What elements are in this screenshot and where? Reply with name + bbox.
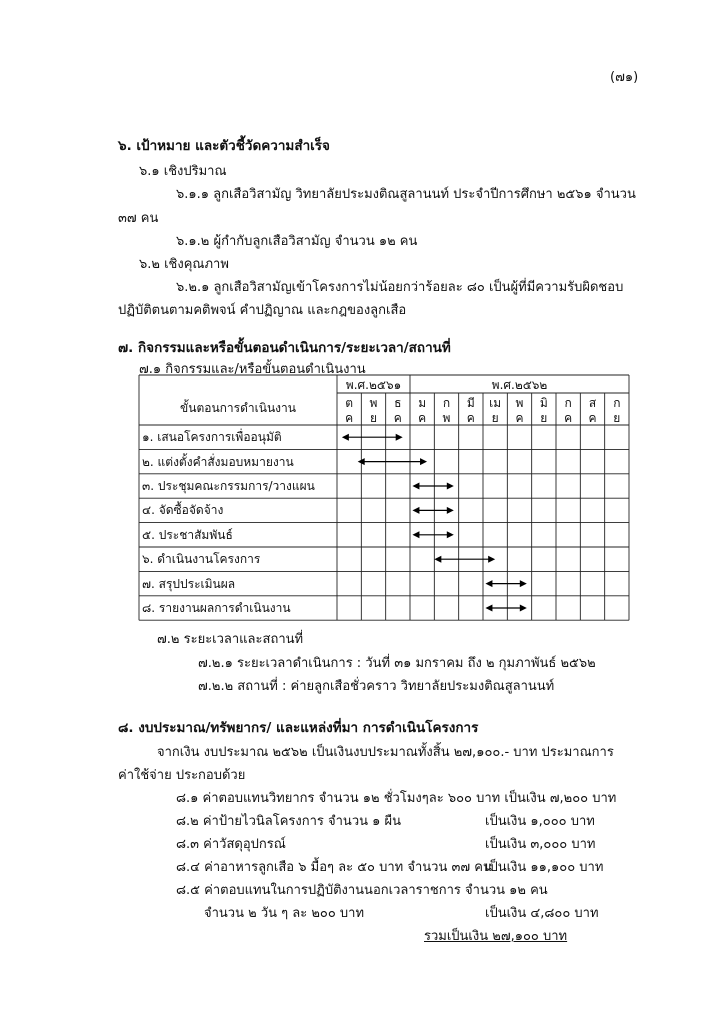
section-6-1: ๖.๑ เชิงปริมาณ: [139, 164, 227, 179]
budget-item-8-2: ๘.๒ ค่าป้ายไวนิลโครงการ จำนวน ๑ ผืน: [176, 814, 402, 829]
month-header-top: ธ: [394, 396, 402, 410]
section-8-intro-line2: ค่าใช้จ่าย ประกอบด้วย: [118, 768, 246, 783]
month-header-top: ก: [442, 396, 451, 410]
section-6-1-1-line1: ๖.๑.๑ ลูกเสือวิสามัญ วิทยาลัยประมงติณสูลานนท์ ประจำปีการศึกษา ๒๕๖๑ จำนวน: [176, 187, 636, 202]
budget-item-8-4: ๘.๔ ค่าอาหารลูกเสือ ๖ มื้อๆ ละ ๕๐ บาท จำนวน ๓๗ คน: [176, 860, 492, 875]
month-header-bottom: ค: [564, 411, 573, 425]
budget-item-8-5-line2: จำนวน ๒ วัน ๆ ละ ๒๐๐ บาท: [204, 906, 365, 921]
section-6-2-1-line1: ๖.๒.๑ ลูกเสือวิสามัญเข้าโครงการไม่น้อยกว่าร้อยละ ๘๐ เป็นผู้ที่มีความรับผิดชอบ: [176, 280, 624, 295]
table-row-label: ๔. จัดซื้อจัดจ้าง: [142, 503, 224, 518]
section-8-title: ๘. งบประมาณ/ทรัพยากร/ และแหล่งที่มา การดำเนินโครงการ: [118, 720, 479, 736]
section-7-2-1: ๗.๒.๑ ระยะเวลาดำเนินการ : วันที่ ๓๑ มกราคม ถึง ๒ กุมภาพันธ์ ๒๕๖๒: [198, 656, 596, 671]
month-header-top: พ: [515, 396, 524, 410]
month-header-top: พ: [369, 396, 378, 410]
table-row-label: ๗. สรุปประเมินผล: [142, 576, 236, 591]
month-header-bottom: ย: [491, 411, 499, 425]
gantt-table: [139, 375, 629, 620]
section-6-1-2: ๖.๑.๒ ผู้กำกับลูกเสือวิสามัญ จำนวน ๑๒ คน: [176, 234, 418, 249]
month-header-top: ต: [345, 396, 354, 410]
month-header-bottom: ย: [540, 411, 548, 425]
section-8-intro-line1: จากเงิน งบประมาณ ๒๕๖๒ เป็นเงินงบประมาณทั้งสิ้น ๒๗,๑๐๐.- บาท ประมาณการ: [157, 745, 614, 760]
section-6-2: ๖.๒ เชิงคุณภาพ: [139, 257, 229, 272]
budget-item-8-5-amount: เป็นเงิน ๔,๘๐๐ บาท: [485, 906, 599, 921]
section-7-2: ๗.๒ ระยะเวลาและสถานที่: [157, 632, 304, 647]
timeline-arrow: [412, 531, 453, 538]
budget-item-8-2-amount: เป็นเงิน ๑,๐๐๐ บาท: [485, 814, 595, 829]
month-header-top: เม: [489, 396, 502, 410]
month-header-top: ม: [418, 396, 427, 410]
table-col-header: ขั้นตอนการดำเนินงาน: [180, 401, 296, 415]
table-row-label: ๒. แต่งตั้งคำสั่งมอบหมายงาน: [142, 454, 294, 469]
month-header-bottom: ค: [515, 411, 524, 425]
month-header-top: ก: [613, 396, 621, 410]
timeline-arrow: [485, 580, 526, 587]
section-6-2-1-line2: ปฏิบัติตนตามคติพจน์ คำปฏิญาณ และกฎของลูกเสือ: [118, 303, 407, 318]
month-header-bottom: ค: [418, 411, 427, 425]
budget-item-8-3: ๘.๓ ค่าวัสดุอุปกรณ์: [176, 837, 286, 852]
timeline-arrow: [342, 434, 403, 441]
table-row-label: ๓. ประชุมคณะกรรมการ/วางแผน: [142, 479, 315, 493]
month-header-top: ก: [564, 396, 572, 410]
timeline-arrow: [412, 483, 453, 490]
section-7-title: ๗. กิจกรรมและหรือขั้นตอนดำเนินการ/ระยะเวลา/สถานที่: [118, 340, 451, 356]
section-7-1: ๗.๑ กิจกรรมและ/หรือขั้นตอนดำเนินงาน: [139, 362, 366, 377]
section-6-title: ๖. เป้าหมาย และตัวชี้วัดความสำเร็จ: [118, 138, 330, 154]
section-6-1-1-line2: ๓๗ คน: [118, 211, 159, 226]
budget-item-8-4-amount: เป็นเงิน ๑๑,๑๐๐ บาท: [485, 860, 604, 875]
month-header-bottom: พ: [442, 411, 451, 425]
budget-item-8-1: ๘.๑ ค่าตอบแทนวิทยากร จำนวน ๑๒ ชั่วโมงๆละ ๖๐๐ บาท เป็นเงิน ๗,๒๐๐ บาท: [176, 791, 617, 806]
month-header-bottom: ค: [466, 411, 475, 425]
page-number: (๗๑): [610, 70, 639, 85]
month-header-bottom: ย: [613, 411, 621, 425]
month-header-top: ส: [588, 396, 597, 410]
table-year-2561: พ.ศ.๒๕๖๑: [345, 378, 402, 392]
table-row-label: ๖. ดำเนินงานโครงการ: [142, 552, 261, 567]
month-header-bottom: ค: [393, 411, 402, 425]
month-header-bottom: ค: [588, 411, 597, 425]
month-header-top: มี: [466, 396, 475, 410]
timeline-arrow: [485, 605, 526, 612]
month-header-top: มิ: [539, 396, 548, 410]
table-year-2562: พ.ศ.๒๕๖๒: [491, 378, 548, 392]
timeline-arrow: [358, 458, 427, 465]
section-7-2-2: ๗.๒.๒ สถานที่ : ค่ายลูกเสือชั่วคราว วิทยาลัยประมงติณสูลานนท์: [198, 679, 555, 694]
budget-item-8-3-amount: เป็นเงิน ๓,๐๐๐ บาท: [485, 837, 596, 852]
table-row-label: ๘. รายงานผลการดำเนินงาน: [142, 601, 291, 615]
month-header-bottom: ย: [369, 411, 377, 425]
table-row-label: ๑. เสนอโครงการเพื่ออนุมัติ: [142, 430, 282, 445]
budget-item-8-5: ๘.๕ ค่าตอบแทนในการปฏิบัติงานนอกเวลาราชการ จำนวน ๑๒ คน: [176, 883, 548, 898]
month-header-bottom: ค: [345, 411, 354, 425]
timeline-arrow: [412, 507, 453, 514]
timeline-arrow: [434, 556, 495, 563]
table-row-label: ๕. ประชาสัมพันธ์: [142, 527, 233, 542]
budget-total: รวมเป็นเงิน ๒๗,๑๐๐ บาท: [424, 929, 568, 944]
